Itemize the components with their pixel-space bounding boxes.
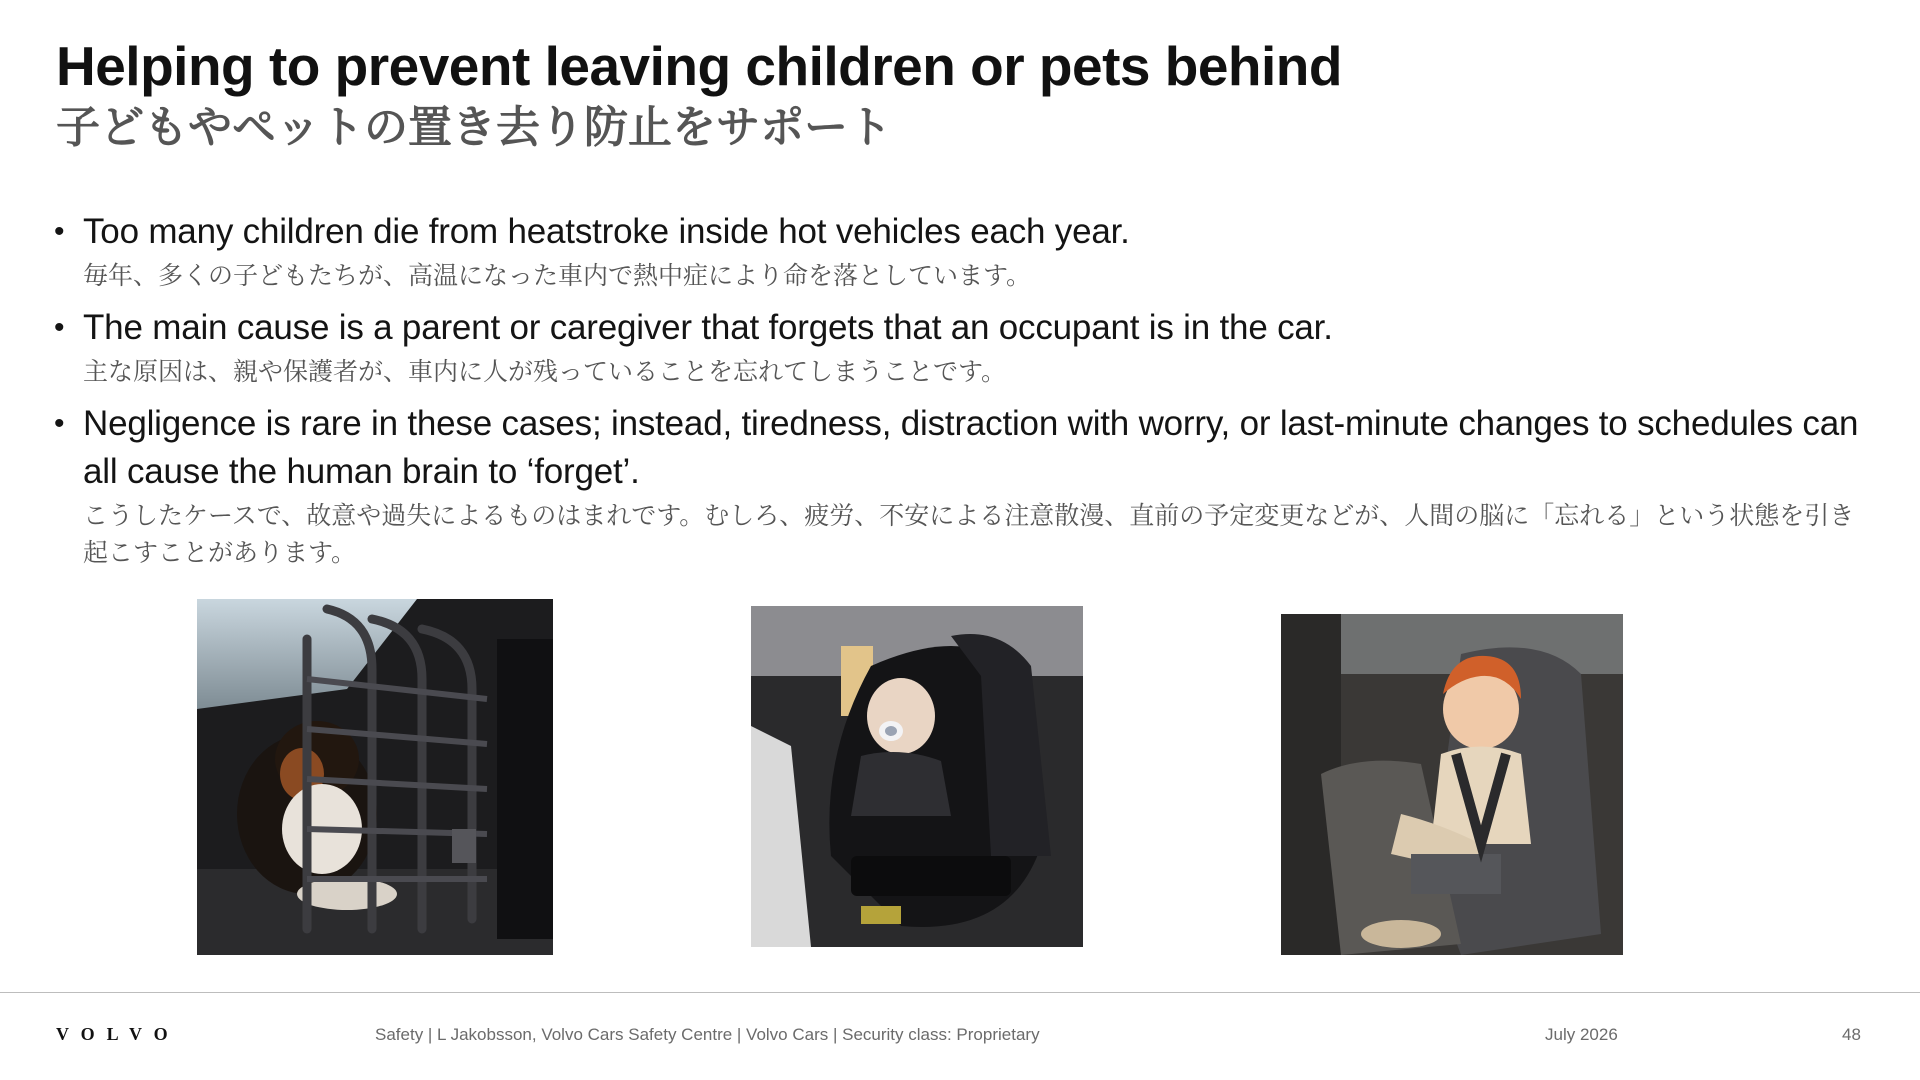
bullet-dot-icon: • bbox=[54, 407, 65, 440]
infant-car-seat-photo bbox=[751, 606, 1083, 947]
bullet-item bbox=[54, 400, 1874, 571]
volvo-logo: VOLVO bbox=[56, 1024, 180, 1044]
bullet-item bbox=[54, 208, 1874, 294]
page-number: 48 bbox=[1842, 1025, 1861, 1044]
child-car-seat-illustration bbox=[1281, 614, 1623, 955]
bullet-dot-icon: • bbox=[54, 311, 65, 344]
footer-divider bbox=[0, 992, 1920, 993]
infant-car-seat-illustration bbox=[751, 606, 1083, 947]
slide-title: Helping to prevent leaving children or pets behind bbox=[56, 35, 1343, 97]
bullet-text-en: Too many children die from heatstroke inside hot vehicles each year. bbox=[83, 212, 1130, 251]
slide-subtitle: 子どもやペットの置き去り防止をサポート bbox=[56, 102, 892, 153]
bullet-text-en: The main cause is a parent or caregiver that forgets that an occupant is in the car. bbox=[83, 308, 1333, 347]
footer-date: July 2026 bbox=[1545, 1025, 1618, 1044]
bullet-dot-icon: • bbox=[54, 215, 65, 248]
dog-cargo-illustration bbox=[197, 599, 553, 955]
footer-info: Safety | L Jakobsson, Volvo Cars Safety Centre | Volvo Cars | Security class: Proprietary bbox=[375, 1025, 1040, 1044]
bullet-text-ja: 主な原因は、親や保護者が、車内に人が残っていることを忘れてしまうことです。 bbox=[83, 357, 1007, 386]
bullet-item bbox=[54, 304, 1874, 390]
dog-cargo-photo bbox=[197, 599, 553, 955]
bullet-text-ja: こうしたケースで、故意や過失によるものはまれです。むしろ、疲労、不安による注意散漫、直前の予定変更などが、人間の脳に「忘れる」という状態を引き起こすことがあります。 bbox=[83, 501, 1855, 567]
child-car-seat-photo bbox=[1281, 614, 1623, 955]
bullet-text-ja: 毎年、多くの子どもたちが、高温になった車内で熱中症により命を落としています。 bbox=[83, 261, 1032, 290]
bullet-list bbox=[54, 208, 1874, 581]
bullet-text-en: Negligence is rare in these cases; instead, tiredness, distraction with worry, or last-minute changes to schedules can all cause the human brain to ‘forget’. bbox=[83, 404, 1859, 491]
